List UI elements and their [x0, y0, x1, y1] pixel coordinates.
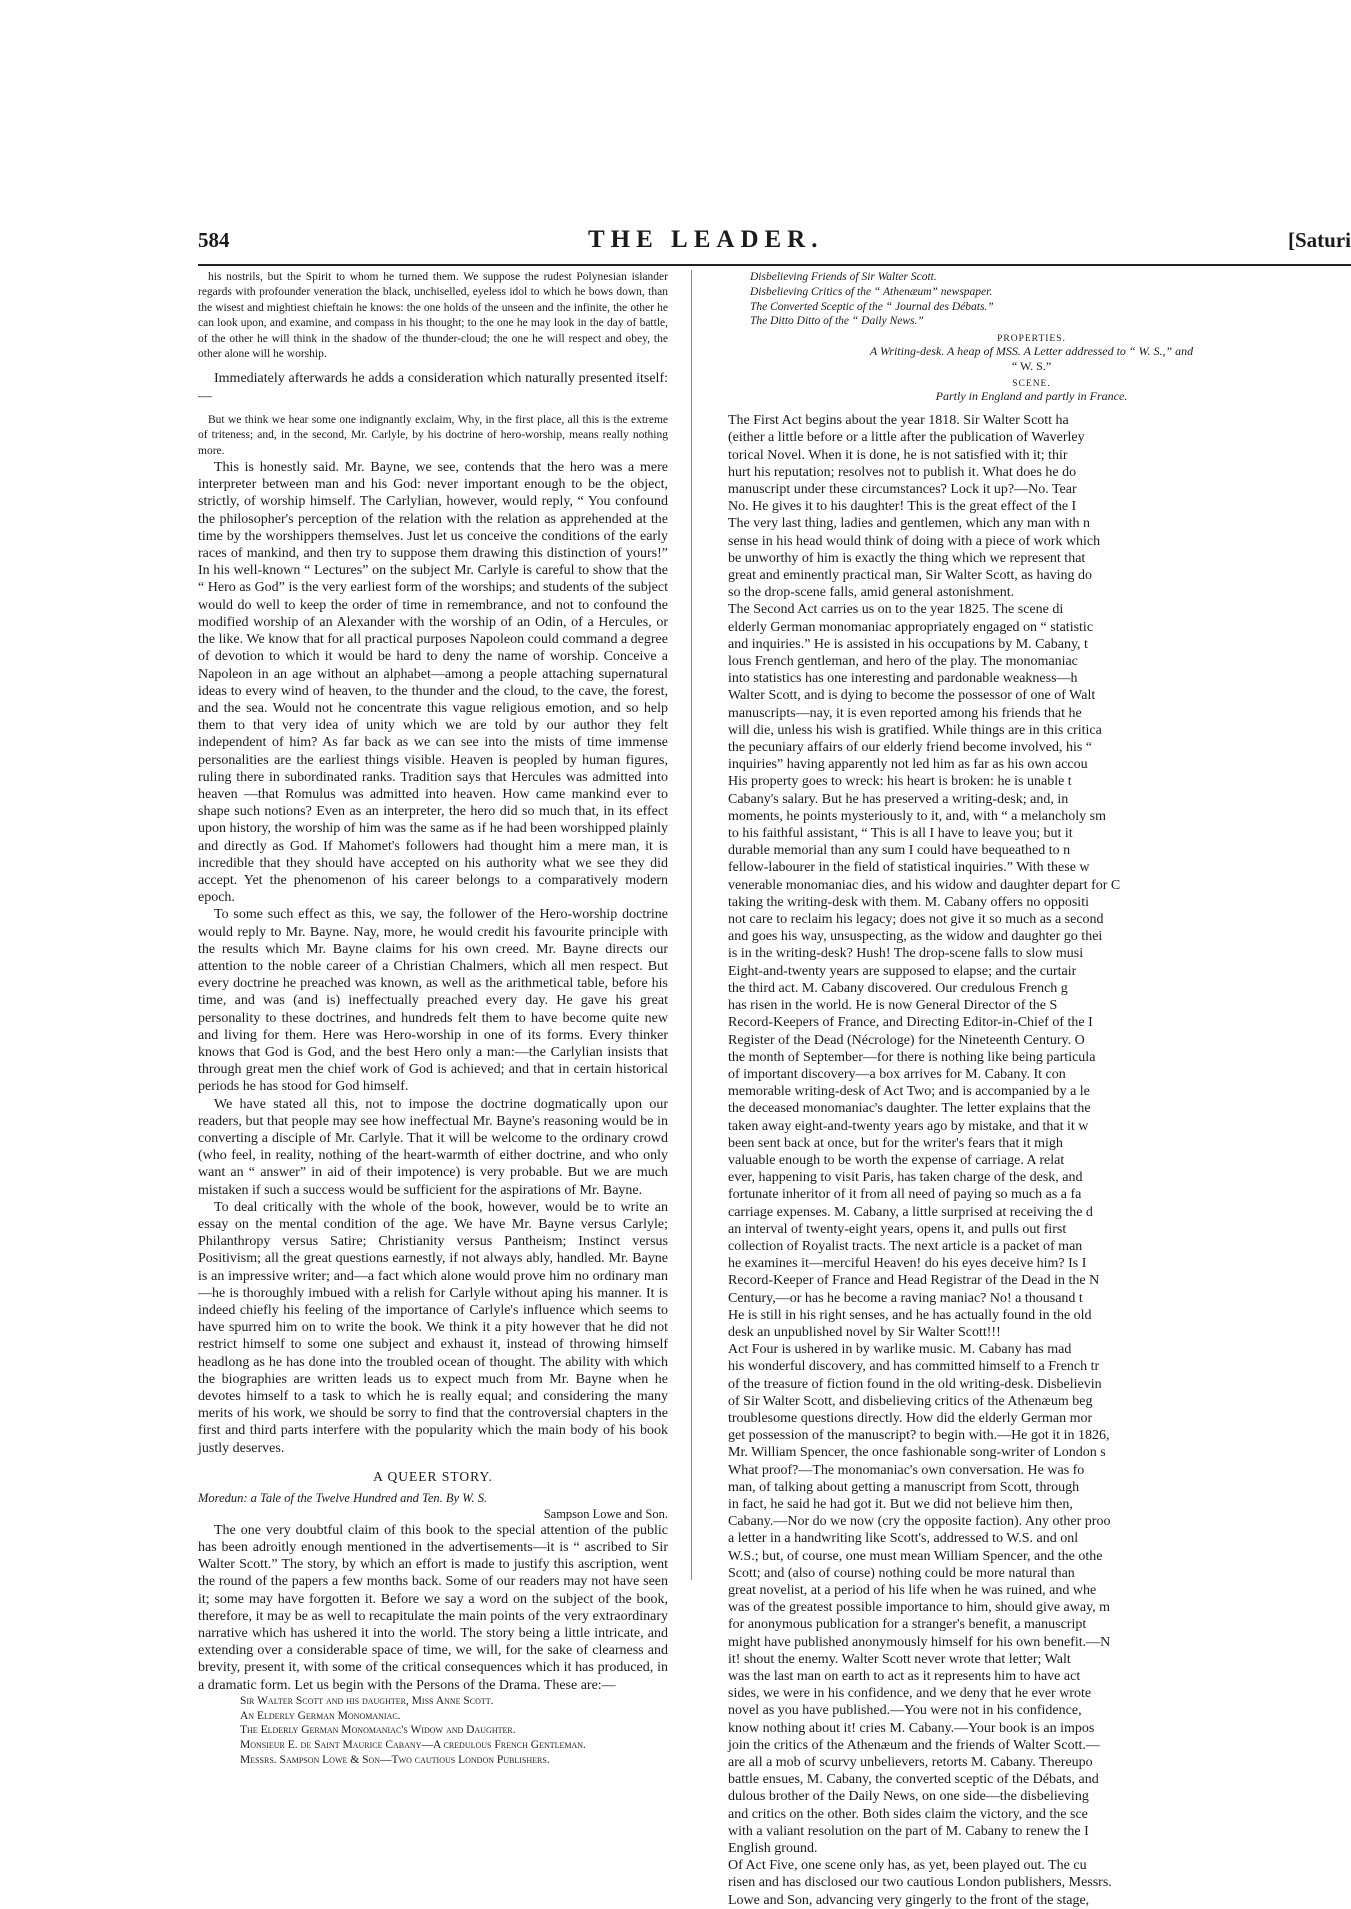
persona-item: The Ditto Ditto of the “ Daily News.” — [750, 315, 924, 328]
text-line: manuscripts—nay, it is even reported among his friends that he — [728, 705, 1082, 721]
text-line: Record-Keepers of France, and Directing Editor-in-Chief of the I — [728, 1015, 1093, 1031]
text-line: durable memorial than any sum I could have bequeathed to n — [728, 843, 1071, 859]
text-line: Register of the Dead (Nécrologe) for the Nineteenth Century. O — [728, 1032, 1085, 1048]
text-line: the third act. M. Cabany discovered. Our credulous French g — [728, 980, 1068, 996]
quoted-extract-2: But we think we hear some one indignantly exclaim, Why, in the first place, all this is the extreme of triteness; and, in the second, Mr. Carlyle, by his doctrine of hero-worship, means really nothing more. — [198, 413, 668, 457]
text-line: No. He gives it to his daughter! This is the great effect of the I — [728, 499, 1077, 515]
text-line: dulous brother of the Daily News, on one side—the disbelieving — [728, 1789, 1089, 1805]
text-line: risen and has disclosed our two cautious London publishers, Messrs. — [728, 1875, 1112, 1891]
body-paragraph: To some such effect as this, we say, the follower of the Hero-worship doctrine would reply to Mr. Bayne. Nay, more, he would credit his favourite principle with the results which Mr. Bayne claims for his own creed. Mr. Bayne directs our attention to the noble career of a Christian Chalmers, which all men respect. But every doctrine he preached was known, as well as the arithmetical table, before his time, and was (and is) ineffectually preached every day. He gave his great personality to these doctrines, and hundreds felt them to have become quite new and living for them. Here was Hero-worship in one of its forms. Every thinker knows that God is God, and the best Hero only a man:—the Carlylian insists that through great men the chief work of God is achieved; and that in certain historical periods he has stood for God himself. — [198, 907, 668, 1095]
text-line: with a valiant resolution on the part of M. Cabany to renew the I — [728, 1823, 1089, 1839]
text-line: and goes his way, unsuspecting, as the widow and daughter go thei — [728, 929, 1103, 945]
text-line: taking the writing-desk with them. M. Cabany offers no oppositi — [728, 894, 1089, 910]
masthead-title: THE LEADER. — [588, 226, 824, 253]
text-line: What proof?—The monomaniac's own conversation. He was fo — [728, 1462, 1085, 1478]
text-line: battle ensues, M. Cabany, the converted sceptic of the Débats, and — [728, 1772, 1099, 1788]
text-line: join the critics of the Athenæum and the friends of Walter Scott.— — [728, 1737, 1100, 1753]
text-line: novel as you have published.—You were not in his confidence, — [728, 1703, 1082, 1719]
text-line: desk an unpublished novel by Sir Walter Scott!!! — [728, 1324, 1001, 1340]
text-line: ever, happening to visit Paris, has taken charge of the desk, and — [728, 1170, 1083, 1186]
header-rule — [198, 264, 1351, 266]
header-date-fragment: [Saturi — [1288, 228, 1351, 252]
text-line: fellow-labourer in the field of statistical inquiries.” With these w — [728, 860, 1090, 876]
text-line: the deceased monomaniac's daughter. The letter explains that the — [728, 1101, 1091, 1117]
text-line: was of the greatest possible importance to him, should give away, m — [728, 1600, 1111, 1616]
left-column — [198, 270, 668, 1767]
body-paragraph: Immediately afterwards he adds a consideration which naturally presented itself:— — [198, 371, 668, 404]
text-line: sense in his head would think of doing with a piece of work which — [728, 533, 1101, 549]
text-line: and critics on the other. Both sides claim the victory, and the sce — [728, 1806, 1088, 1822]
page-number: 584 — [198, 228, 230, 252]
column-divider — [691, 270, 692, 1580]
text-line: lous French gentleman, and hero of the play. The monomaniac — [728, 654, 1078, 670]
text-line: will die, unless his wish is gratified. While things are in this critica — [728, 722, 1102, 738]
text-line: Century,—or has he become a raving maniac? No! a thousand t — [728, 1290, 1083, 1306]
body-paragraph: This is honestly said. Mr. Bayne, we see, contends that the hero was a mere interpreter between man and his God: never important enough to be the object, strictly, of worship himself. The Carlylian, however, would reply, “ You confound the philosopher's perception of the relation with the relation as apprehended at the time by the worshippers themselves. Just let us conceive the conditions of the early races of mankind, and then try to suppose them drawing this distinction of yours!” In his well-known “ Lectures” on the subject Mr. Carlyle is careful to show that the “ Hero as God” is the very earliest form of the worships; and students of the subject would do well to keep the order of time in remembrance, and not to confound the modified worship of an Alexander with the worship of an Odin, of a Hercules, or the like. We know that for all practical purposes Napoleon could command a degree of devotion to which it would be hard to deny the name of worship. Conceive a Napoleon in an age without an alphabet—among a people attaching supernatural ideas to every wind of heaven, to the thunder and the cloud, to the cave, the forest, and the sea. Would not he concentrate this vague religious emotion, and so help them to that very idea of unity which we are told by our author they felt independent of him? As far back as we can see into the mists of time immense personalities are the earliest things visible. Heaven is peopled by human figures, ruling there in subordinated ranks. Tradition says that Hercules was admitted into heaven —that Romulus was admitted into heaven. How came mankind ever to shape such notions? Even as an interpreter, the hero did so much that, in its effect upon history, the worship of him was the same as if he had been worshipped plainly and directly as God. If Mahomet's followers had thought him a mere man, it is incredible that they should have accepted on his authority what we see they did accept. Yet the phenomenon of his career belongs to a comparatively modern epoch. — [198, 460, 668, 906]
page-header — [198, 226, 1351, 266]
text-line: venerable monomaniac dies, and his widow and daughter depart for C — [728, 877, 1121, 893]
text-line: valuable enough to be worth the expense of carriage. A relat — [728, 1152, 1065, 1168]
text-line: hurt his reputation; resolves not to publish it. What does he do — [728, 464, 1077, 480]
persona-item: Monsieur E. de Saint Maurice Cabany—A credulous French Gentleman. — [240, 1739, 586, 1752]
publisher-line: Sampson Lowe and Son. — [543, 1506, 668, 1521]
text-line: The very last thing, ladies and gentlemen, which any man with n — [728, 516, 1090, 532]
text-line: carriage expenses. M. Cabany, a little surprised at receiving the d — [728, 1204, 1093, 1220]
text-line: inquiries” having apparently not led him as far as his own accou — [728, 757, 1088, 773]
text-line: has risen in the world. He is now General Director of the S — [728, 998, 1058, 1014]
text-line: great and eminently practical man, Sir Walter Scott, as having do — [728, 568, 1093, 584]
persona-item: Disbelieving Critics of the “ Athenæum” newspaper. — [750, 285, 993, 298]
text-line: was the last man on earth to act as it represents him to have act — [728, 1669, 1081, 1685]
text-line: fortunate inheritor of it from all need of paying so much as a fa — [728, 1187, 1082, 1203]
properties-line: “ W. S.” — [1011, 359, 1052, 374]
text-line: his wonderful discovery, and has committed himself to a French tr — [728, 1359, 1100, 1375]
scene-label: SCENE. — [1012, 379, 1051, 390]
text-line: he examines it—merciful Heaven! do his eyes deceive him? Is I — [728, 1256, 1087, 1272]
text-line: The First Act begins about the year 1818. Sir Walter Scott ha — [728, 413, 1069, 429]
text-line: in fact, he said he had got it. But we did not believe him then, — [728, 1496, 1073, 1512]
text-line: be unworthy of him is exactly the thing which we represent that — [728, 550, 1086, 566]
right-body-text — [712, 412, 1351, 1909]
text-line: it! shout the enemy. Walter Scott never wrote that letter; Walt — [728, 1651, 1071, 1667]
text-line: is in the writing-desk? Hush! The drop-scene falls to slow musi — [728, 946, 1084, 962]
text-line: Walter Scott, and is dying to become the possessor of one of Walt — [728, 688, 1096, 704]
properties-label: PROPERTIES. — [997, 334, 1066, 345]
text-line: torical Novel. When it is done, he is not satisfied with it; thir — [728, 447, 1068, 463]
article-heading: A QUEER STORY. — [373, 1468, 493, 1484]
text-line: Lowe and Son, advancing very gingerly to the front of the stage, — [728, 1892, 1090, 1908]
text-line: The Second Act carries us on to the year 1825. The scene di — [728, 602, 1064, 618]
text-line: the pecuniary affairs of our elderly friend become involved, his “ — [728, 740, 1092, 756]
text-line: a letter in a handwriting like Scott's, addressed to W.S. and onl — [728, 1531, 1079, 1547]
text-line: Cabany.—Nor do we now (cry the opposite faction). Any other proo — [728, 1514, 1111, 1530]
right-column — [712, 270, 1351, 1908]
text-line: get possession of the manuscript? to begin with.—He got it in 1826, — [728, 1428, 1110, 1444]
text-line: the month of September—for there is nothing like being particula — [728, 1049, 1096, 1065]
text-line: memorable writing-desk of Act Two; and is accompanied by a le — [728, 1084, 1090, 1100]
text-line: for anonymous publication for a stranger's benefit, a manuscript — [728, 1617, 1087, 1633]
text-line: Scott; and (also of course) nothing could be more natural than — [728, 1565, 1075, 1581]
dramatis-personae-list — [198, 1694, 668, 1768]
text-line: are all a mob of scurvy unbelievers, retorts M. Cabany. Thereupo — [728, 1755, 1093, 1771]
text-line: into statistics has one interesting and pardonable weakness—h — [728, 671, 1078, 687]
persona-item: The Converted Sceptic of the “ Journal des Débats.” — [750, 300, 994, 313]
text-line: elderly German monomaniac appropriately engaged on “ statistic — [728, 619, 1094, 635]
text-line: He is still in his right senses, and he has actually found in the old — [728, 1307, 1092, 1323]
text-line: manuscript under these circumstances? Lock it up?—No. Tear — [728, 482, 1077, 497]
text-line: collection of Royalist tracts. The next article is a packet of man — [728, 1238, 1083, 1254]
book-subtitle: Moredun: a Tale of the Twelve Hundred and Ten. By W. S. — [198, 1490, 488, 1505]
persona-item: Messrs. Sampson Lowe & Son—Two cautious London Publishers. — [240, 1754, 550, 1767]
text-line: Of Act Five, one scene only has, as yet, been played out. The cu — [728, 1858, 1087, 1874]
text-line: W.S.; but, of course, one must mean William Spencer, and the othe — [728, 1548, 1103, 1564]
text-line: Record-Keeper of France and Head Registrar of the Dead in the N — [728, 1273, 1100, 1289]
text-line: English ground. — [728, 1841, 818, 1857]
persona-item: The Elderly German Monomaniac's Widow and Daughter. — [240, 1724, 516, 1737]
text-line: know nothing about it! cries M. Cabany.—Your book is an impos — [728, 1720, 1095, 1736]
body-paragraph: To deal critically with the whole of the book, however, would be to write an essay on the mental condition of the age. We have Mr. Bayne versus Carlyle; Philanthropy versus Satire; Christianity versus Pantheism; Instinct versus Positivism; all the great questions earnestly, if not always ably, handled. Mr. Bayne is an impressive writer; and—a fact which alone would prove him no ordinary man—he is thoroughly imbued with a relish for Carlyle without aping his manner. It is indeed chiefly his feeling of the importance of Carlyle's influence which seems to have spurred him on to write the book. We think it a pity however that he did not restrict himself to some one subject and exhaust it, instead of throwing himself headlong as he has done into the troubled ocean of thought. The ability with which the biographies are written leads us to expect much from Mr. Bayne when he devotes himself to a task to which he is really equal; and considering the many merits of his work, we should be sorry to find that the controversial chapters in the first and third parts interfere with the popularity which the main body of his book justly deserves. — [198, 1199, 668, 1456]
text-line: (either a little before or a little after the publication of Waverley — [728, 430, 1085, 446]
text-line: of important discovery—a box arrives for M. Cabany. It con — [728, 1066, 1066, 1082]
text-line: Mr. William Spencer, the once fashionable song-writer of London s — [728, 1445, 1106, 1461]
text-line: so the drop-scene falls, amid general astonishment. — [728, 585, 1015, 601]
scene-text: Partly in England and partly in France. — [935, 389, 1128, 404]
text-line: troublesome questions directly. How did the elderly German mor — [728, 1410, 1093, 1426]
text-line: great novelist, at a period of his life when he was ruined, and whe — [728, 1583, 1097, 1598]
text-line: man, of talking about getting a manuscript from Scott, through — [728, 1479, 1080, 1495]
text-line: to his faithful assistant, “ This is all I have to leave you; but it — [728, 826, 1073, 842]
body-paragraph: We have stated all this, not to impose the doctrine dogmatically upon our readers, but that people may see how ineffectual Mr. Bayne's reasoning would be in converting a disciple of Mr. Carlyle. That it will be welcome to the ordinary crowd (who feel, in reality, nothing of the heart-warmth of either doctrine, and who only want an “ answer” in aid of their impotence) is very probable. But we are much mistaken if such a success would be sufficient for the aspirations of Mr. Bayne. — [198, 1096, 668, 1198]
text-line: of the treasure of fiction found in the old writing-desk. Disbelievin — [728, 1376, 1102, 1392]
text-line: been sent back at once, but for the writer's fears that it migh — [728, 1135, 1063, 1151]
text-line: an interval of twenty-eight years, opens it, and pulls out first — [728, 1221, 1067, 1237]
text-line: not care to reclaim his legacy; does not give it so much as a second — [728, 912, 1104, 928]
quoted-extract-1: his nostrils, but the Spirit to whom he turned them. We suppose the rudest Polynesian islander regards with profounder veneration the black, unchiselled, eyeless idol to which he bows down, than the wisest and mightiest chieftain he knows: the one holds of the unseen and the infinite, the other he can look upon, and examine, and compass in his thought; to the one he may look in the day of battle, of the other he will think in the shadow of the thunder-cloud; the one he will respect and obey, the other alone will he worship. — [198, 271, 668, 361]
text-line: moments, he points mysteriously to it, and, with “ a melancholy sm — [728, 808, 1106, 824]
persona-item: Disbelieving Friends of Sir Walter Scott. — [750, 271, 937, 283]
persona-item: An Elderly German Monomaniac. — [240, 1709, 401, 1722]
text-line: and inquiries.” He is assisted in his occupations by M. Cabany, t — [728, 636, 1088, 652]
text-line: Eight-and-twenty years are supposed to elapse; and the curtair — [728, 963, 1077, 979]
text-line: His property goes to wreck: his heart is broken: he is unable t — [728, 774, 1072, 790]
text-line: of Sir Walter Scott, and disbelieving critics of the Athenæum beg — [728, 1393, 1093, 1409]
body-paragraph: The one very doubtful claim of this book to the special attention of the public has been adroitly enough mentioned in the advertisements—it is “ ascribed to Sir Walter Scott.” The story, by which an effort is made to justify this ascription, went the round of the papers a few months back. Some of our readers may not have seen it; some may have forgotten it. Before we say a word on the subject of the book, therefore, it may be as well to recapitulate the main points of the very extraordinary narrative which has ushered it into the world. The story being a little intricate, and extending over a considerable space of time, we will, for the sake of clearness and brevity, present it, with some of the critical consequences which it has produced, in a dramatic form. Let us begin with the Persons of the Drama. These are:— — [198, 1522, 668, 1693]
text-line: might have published anonymously himself for his own benefit.—N — [728, 1634, 1111, 1650]
text-line: Cabany's salary. But he has preserved a writing-desk; and, in — [728, 791, 1069, 807]
text-line: sides, we were in his confidence, and we deny that he ever wrote — [728, 1686, 1092, 1702]
properties-line: A Writing-desk. A heap of MSS. A Letter addressed to “ W. S.,” and — [869, 344, 1194, 359]
text-line: taken away eight-and-twenty years ago by mistake, and that it w — [728, 1118, 1089, 1134]
dramatis-personae-continued — [712, 270, 1351, 329]
persona-item: Sir Walter Scott and his daughter, Miss Anne Scott. — [240, 1694, 494, 1707]
text-line: Act Four is ushered in by warlike music. M. Cabany has mad — [728, 1342, 1072, 1358]
